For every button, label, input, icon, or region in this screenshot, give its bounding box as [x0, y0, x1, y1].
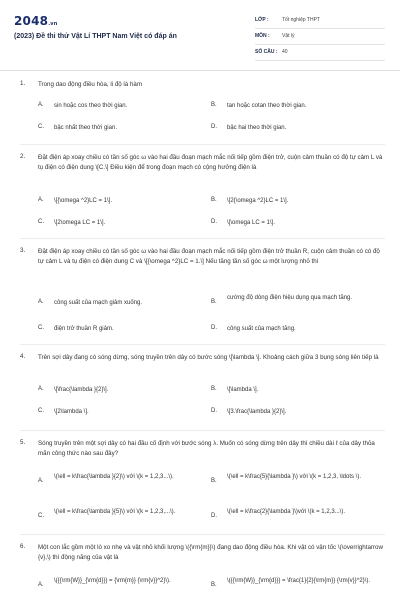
option-text: công suất của mạch giảm xuống. [54, 300, 143, 306]
option-text: \[\lambda \]. [227, 387, 259, 393]
option-text: điện trở thuần R giảm. [54, 326, 114, 332]
option-letter: A. [38, 478, 44, 484]
meta-label: MÔN : [255, 33, 270, 39]
option-letter: B. [211, 102, 217, 108]
option-letter: B. [211, 582, 217, 588]
question-number: 5. [20, 439, 26, 446]
option-text: bậc hai theo thời gian. [227, 125, 287, 131]
meta-label: SỐ CÂU : [255, 49, 278, 55]
exam-title: (2023) Đề thi thử Vật Lí THPT Nam Việt có đáp án [14, 33, 177, 40]
option-letter: A. [38, 102, 44, 108]
header-divider [0, 70, 400, 71]
option-text: tan hoặc cotan theo thời gian. [227, 103, 307, 109]
option-letter: D. [211, 124, 217, 130]
question-text: Trong dao động điều hòa, li độ là hàm [38, 81, 142, 88]
question-number: 6. [20, 543, 26, 550]
meta-value: 40 [282, 49, 288, 55]
option-text: \[{\omega ^2}LC = 1\]. [54, 198, 113, 204]
option-text: \[3.\frac{\lambda }{2}\]. [227, 409, 287, 415]
option-text: \[2\omega LC = 1\]. [54, 220, 106, 226]
option-letter: B. [211, 386, 217, 392]
meta-row-count [255, 46, 385, 61]
meta-value: Tốt nghiệp THPT [282, 17, 320, 23]
question-divider [20, 238, 385, 239]
option-text: \(\ell = k\frac{2}{\lambda }\)với \(k = 1,2,3...\). [227, 509, 345, 515]
question-divider [20, 430, 385, 431]
option-letter: A. [38, 582, 44, 588]
question-text: Trên sợi dây đang có sóng dừng, sóng truyền trên dây có bước sóng \[\lambda \]. Khoảng cách giữa 3 bụng sóng liên tiếp là [38, 354, 379, 361]
option-letter: A. [38, 299, 44, 305]
question-text: Một con lắc gồm một lò xo nhẹ và vật nhỏ khối lượng \({\rm{m}}\) đang dao động điều hòa. Khi vật có vận tốc \(\overrightarrow {v},\) thì động năng của vật là [38, 544, 383, 561]
meta-row-subject [255, 30, 385, 45]
option-letter: A. [38, 197, 44, 203]
option-text: cường độ dòng điện hiệu dụng qua mạch tăng. [227, 295, 353, 301]
option-text: \[2{\omega ^2}LC = 1\]. [227, 198, 289, 204]
meta-row-class [255, 14, 385, 29]
question-number: 1. [20, 80, 26, 87]
question-text: Đặt điện áp xoay chiều có tần số góc ω vào hai đầu đoạn mạch mắc nối tiếp gồm điện trở thuần R, cuộn cảm thuần có có độ tự cảm L và tụ điện có điện dung C và \[{\omega ^2}LC = 1.\] Nếu tăng tần số góc ω một lượng nhỏ thì [38, 248, 380, 265]
option-letter: C. [38, 124, 44, 130]
option-letter: B. [211, 478, 217, 484]
option-text: \(\ell = k\frac{\lambda }{5}\) với \(k = 1,2,3,...\). [54, 509, 176, 515]
question-number: 2. [20, 153, 26, 160]
question-number: 3. [20, 247, 26, 254]
option-text: \[\omega LC = 1\]. [227, 220, 275, 226]
option-letter: D. [211, 219, 217, 225]
option-letter: A. [38, 386, 44, 392]
logo-suffix: .vn [48, 21, 58, 27]
option-text: \[\frac{\lambda }{2}\]. [54, 387, 109, 393]
logo-text: 2048 [14, 14, 49, 28]
exam-meta [255, 14, 385, 62]
question-divider [20, 534, 385, 535]
option-letter: B. [211, 299, 217, 305]
option-letter: C. [38, 408, 44, 414]
option-text: sin hoặc cos theo thời gian. [54, 103, 128, 109]
question-divider [20, 144, 385, 145]
question-number: 4. [20, 353, 26, 360]
question-text: Đặt điện áp xoay chiều có tần số góc ω vào hai đầu đoạn mạch mắc nối tiếp gồm điện trở, cuộn cảm thuần có độ tự cảm L và tụ điện có điện dung \[C.\] Điều kiện để trong đoạn mạch có cộng hưởng điện là [38, 154, 383, 171]
option-letter: D. [211, 513, 217, 519]
option-text: \({{\rm{W}}_{\rm{d}}} = {\rm{m}} {\rm{v}}^2}\). [54, 578, 171, 584]
option-letter: B. [211, 197, 217, 203]
site-logo[interactable] [14, 14, 58, 28]
option-text: \({{\rm{W}}_{\rm{d}}} = \frac{1}{2}{\rm{m}} {\rm{v}}^2}\). [227, 578, 371, 584]
question-text: Sóng truyền trên một sợi dây có hai đầu cố định với bước sóng λ. Muốn có sóng dừng trên dây thì chiều dài ℓ của dây thỏa mãn công thức nào sau đây? [38, 440, 375, 457]
meta-value: Vật lý [282, 33, 295, 39]
option-text: \(\ell = k\frac{5}{\lambda }\) với \(k = 1,2,3, \ldots \). [227, 474, 361, 480]
option-text: bậc nhất theo thời gian. [54, 125, 117, 131]
meta-label: LỚP : [255, 17, 269, 23]
option-letter: C. [38, 513, 44, 519]
option-letter: C. [38, 219, 44, 225]
option-letter: D. [211, 325, 217, 331]
question-divider [20, 344, 385, 345]
page-header [0, 0, 400, 66]
option-text: \[2\lambda \]. [54, 409, 89, 415]
option-text: \(\ell = k\frac{\lambda }{2}\) với \(k = 1,2,3...\). [54, 474, 174, 480]
option-letter: D. [211, 408, 217, 414]
option-text: công suất của mạch tăng. [227, 326, 296, 332]
option-letter: C. [38, 325, 44, 331]
